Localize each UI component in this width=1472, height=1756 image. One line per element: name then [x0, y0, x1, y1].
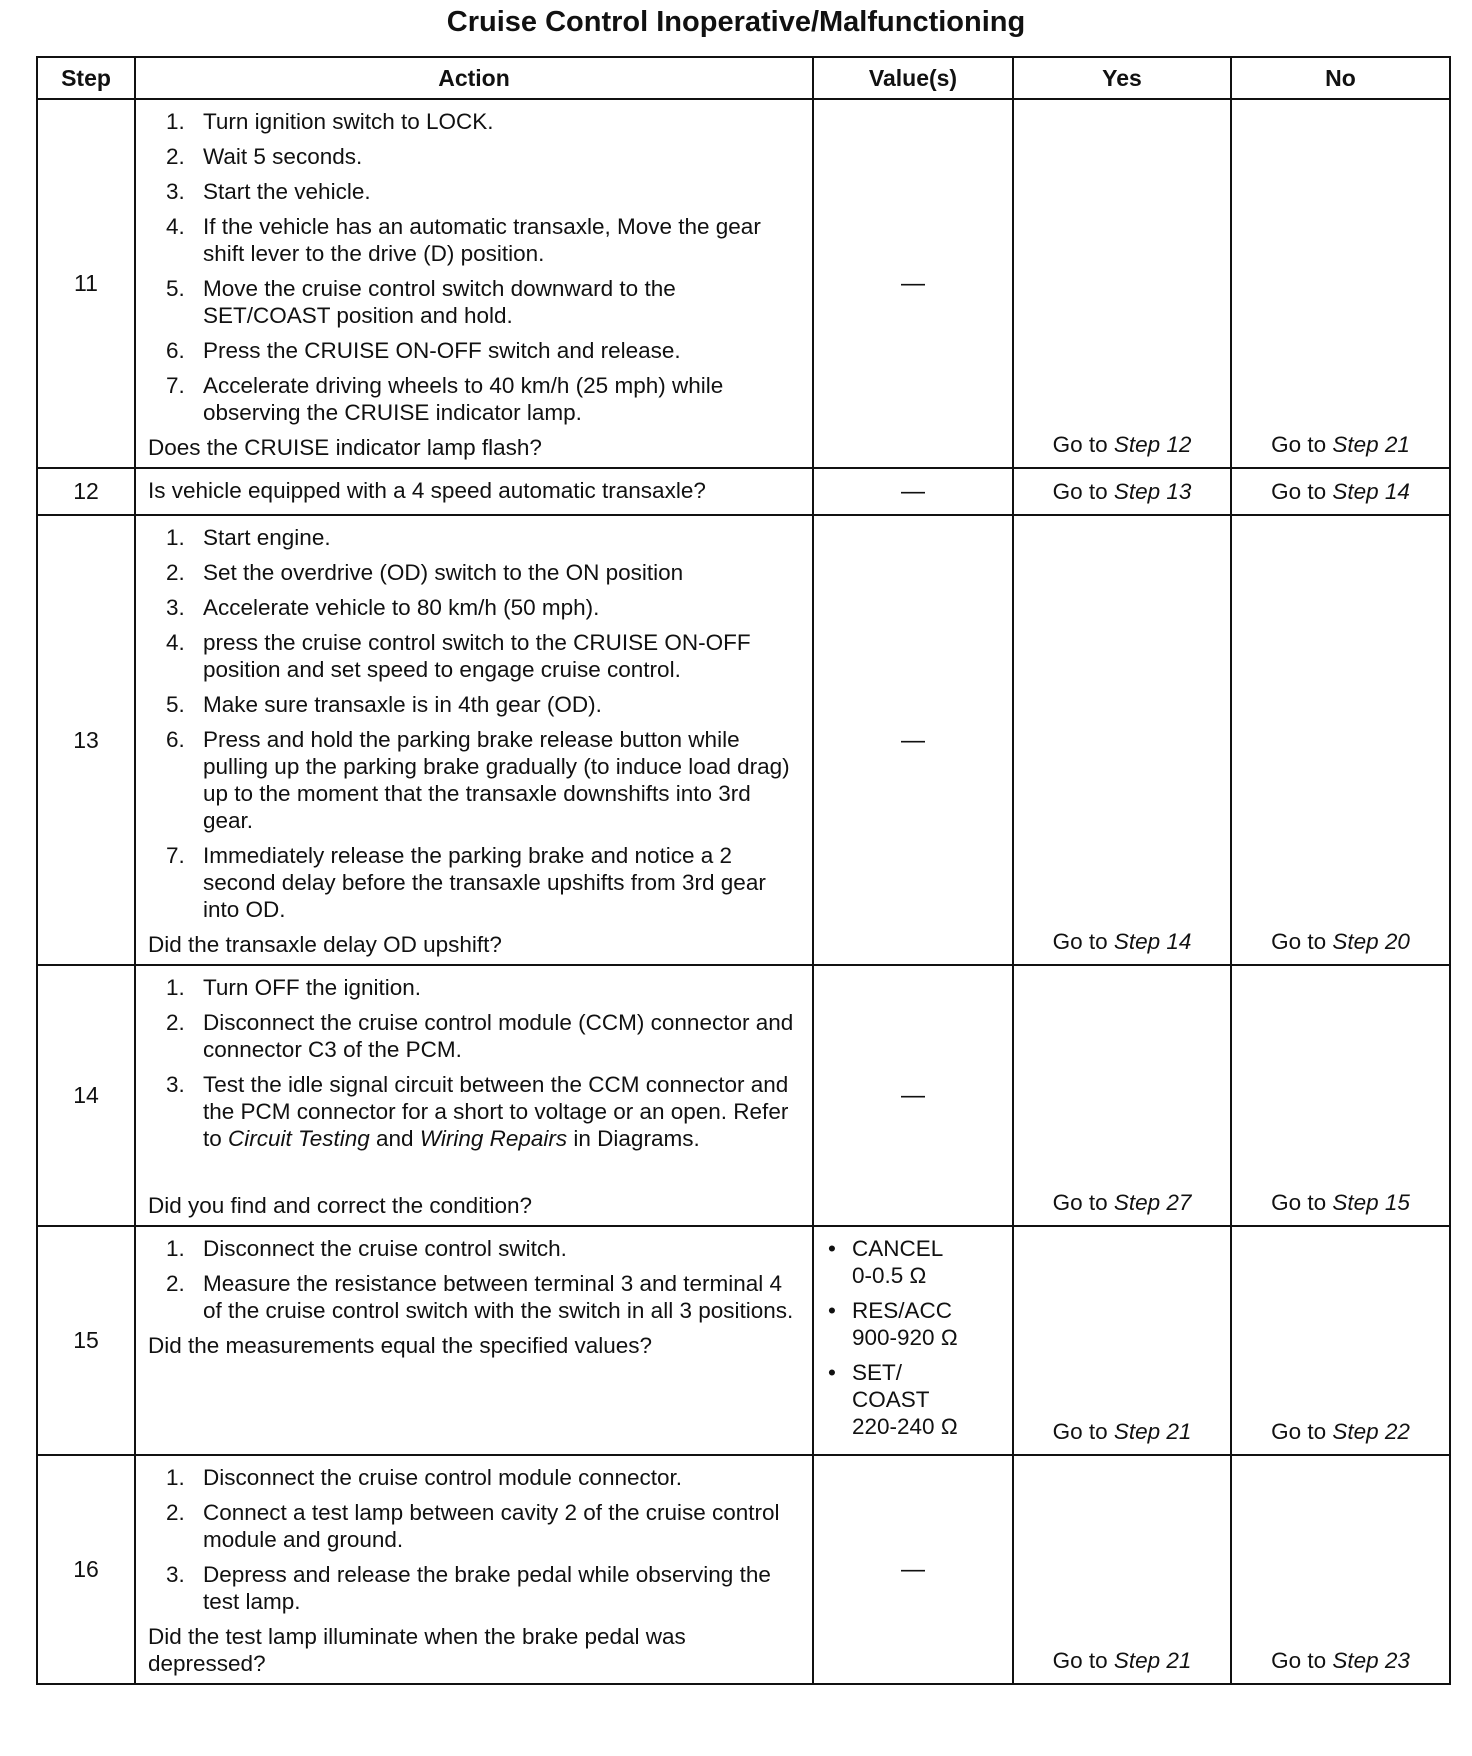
no-goto-link: Step 20 [1332, 929, 1410, 954]
action-item: 6. Press the CRUISE ON-OFF switch and release. [166, 338, 681, 363]
no-goto-link: Step 22 [1332, 1419, 1410, 1444]
no-cell: Go to Step 15 [1231, 965, 1450, 1226]
value-cell: — [813, 1455, 1013, 1684]
yes-cell: Go to Step 27 [1013, 965, 1231, 1226]
yes-goto-link: Step 12 [1113, 432, 1192, 457]
reference-wiring-repairs: Wiring Repairs [419, 1126, 568, 1151]
action-item: 2. Set the overdrive (OD) switch to the ON position [166, 560, 684, 585]
action-list [148, 1235, 800, 1324]
action-cell [135, 515, 813, 965]
header-no: No [1231, 57, 1450, 99]
value-cell: — [813, 515, 1013, 965]
table-row-step-16 [37, 1455, 1450, 1684]
value-cell [813, 1226, 1013, 1455]
step-question: Did the measurements equal the specified values? [148, 1333, 653, 1358]
table-row-step-11 [37, 99, 1450, 468]
value-item: • RES/ACC 900-920 Ω [828, 1298, 958, 1350]
no-cell: Go to Step 22 [1231, 1226, 1450, 1455]
table-row-step-12 [37, 468, 1450, 515]
action-item: 3. Depress and release the brake pedal while observing the test lamp. [166, 1562, 771, 1614]
step-number: 16 [37, 1455, 135, 1684]
action-item: 2. Connect a test lamp between cavity 2 of the cruise control module and ground. [166, 1500, 780, 1552]
action-item: 3. Start the vehicle. [166, 179, 371, 204]
header-yes: Yes [1013, 57, 1231, 99]
action-item: 5. Move the cruise control switch downward to the SET/COAST position and hold. [166, 276, 676, 328]
yes-goto-link: Step 27 [1113, 1190, 1192, 1215]
step-number: 15 [37, 1226, 135, 1455]
action-item: 6. Press and hold the parking brake release button while pulling up the parking brake gradually (to induce load drag) up to the moment that the transaxle downshifts into 3rd gear. [166, 727, 790, 833]
header-values: Value(s) [813, 57, 1013, 99]
action-item: 7. Immediately release the parking brake and notice a 2 second delay before the transaxle upshifts from 3rd gear into OD. [166, 843, 766, 922]
table-row-step-15 [37, 1226, 1450, 1455]
yes-cell: Go to Step 21 [1013, 1455, 1231, 1684]
yes-goto-link: Step 21 [1113, 1419, 1192, 1444]
page-title: Cruise Control Inoperative/Malfunctioning [446, 6, 1026, 38]
action-list [148, 1464, 800, 1615]
yes-cell: Go to Step 14 [1013, 515, 1231, 965]
diagnostic-table [36, 56, 1451, 1685]
no-goto-link: Step 15 [1332, 1190, 1410, 1215]
step-number: 11 [37, 99, 135, 468]
yes-goto-link: Step 14 [1113, 929, 1192, 954]
action-cell [135, 99, 813, 468]
yes-cell: Go to Step 13 [1013, 468, 1231, 515]
reference-circuit-testing: Circuit Testing [228, 1126, 370, 1151]
header-step: Step [37, 57, 135, 99]
no-goto-link: Step 23 [1332, 1648, 1410, 1673]
no-cell: Go to Step 23 [1231, 1455, 1450, 1684]
action-cell [135, 965, 813, 1226]
value-item: • SET/ COAST 220-240 Ω [828, 1360, 958, 1439]
action-list [148, 974, 800, 1152]
step-question: Is vehicle equipped with a 4 speed automatic transaxle? [148, 478, 706, 503]
no-cell: Go to Step 21 [1231, 99, 1450, 468]
action-item: 5. Make sure transaxle is in 4th gear (OD). [166, 692, 602, 717]
value-cell: — [813, 99, 1013, 468]
value-cell: — [813, 965, 1013, 1226]
action-item: 1. Turn ignition switch to LOCK. [166, 109, 494, 134]
action-cell [135, 1455, 813, 1684]
yes-goto-link: Step 21 [1113, 1648, 1192, 1673]
step-question: Did the test lamp illuminate when the brake pedal was depressed? [148, 1624, 686, 1676]
value-list [828, 1235, 1002, 1440]
action-item: 1. Disconnect the cruise control module connector. [166, 1465, 683, 1490]
no-goto-link: Step 21 [1332, 432, 1410, 457]
action-cell [135, 1226, 813, 1455]
header-row [37, 57, 1450, 99]
step-question: Does the CRUISE indicator lamp flash? [148, 435, 542, 460]
action-item: 2. Measure the resistance between terminal 3 and terminal 4 of the cruise control switch with the switch in all 3 positions. [166, 1271, 794, 1323]
no-goto-link: Step 14 [1332, 479, 1410, 504]
action-item: 4. If the vehicle has an automatic transaxle, Move the gear shift lever to the drive (D) position. [166, 214, 761, 266]
action-item: 1. Start engine. [166, 525, 331, 550]
action-list [148, 524, 800, 923]
table-row-step-14 [37, 965, 1450, 1226]
step-number: 14 [37, 965, 135, 1226]
step-number: 12 [37, 468, 135, 515]
step-question: Did the transaxle delay OD upshift? [148, 932, 502, 957]
table-row-step-13 [37, 515, 1450, 965]
action-cell [135, 468, 813, 515]
value-item: • CANCEL 0-0.5 Ω [828, 1236, 944, 1288]
action-list [148, 108, 800, 426]
action-item: 1. Turn OFF the ignition. [166, 975, 422, 1000]
action-item: 3. Test the idle signal circuit between the CCM connector and the PCM connector for a short to voltage or an open. Refer to Circuit Testing and Wiring Repairs in Diagrams. [166, 1072, 789, 1151]
action-item: 4. press the cruise control switch to the CRUISE ON-OFF position and set speed to engage cruise control. [166, 630, 751, 682]
action-item: 3. Accelerate vehicle to 80 km/h (50 mph). [166, 595, 600, 620]
action-item: 2. Disconnect the cruise control module (CCM) connector and connector C3 of the PCM. [166, 1010, 794, 1062]
step-number: 13 [37, 515, 135, 965]
value-cell: — [813, 468, 1013, 515]
no-cell: Go to Step 20 [1231, 515, 1450, 965]
action-item: 1. Disconnect the cruise control switch. [166, 1236, 567, 1261]
action-item: 7. Accelerate driving wheels to 40 km/h (25 mph) while observing the CRUISE indicator lamp. [166, 373, 724, 425]
yes-cell: Go to Step 12 [1013, 99, 1231, 468]
yes-goto-link: Step 13 [1113, 479, 1192, 504]
header-action: Action [135, 57, 813, 99]
step-question: Did you find and correct the condition? [148, 1193, 532, 1218]
yes-cell: Go to Step 21 [1013, 1226, 1231, 1455]
no-cell: Go to Step 14 [1231, 468, 1450, 515]
action-item: 2. Wait 5 seconds. [166, 144, 363, 169]
